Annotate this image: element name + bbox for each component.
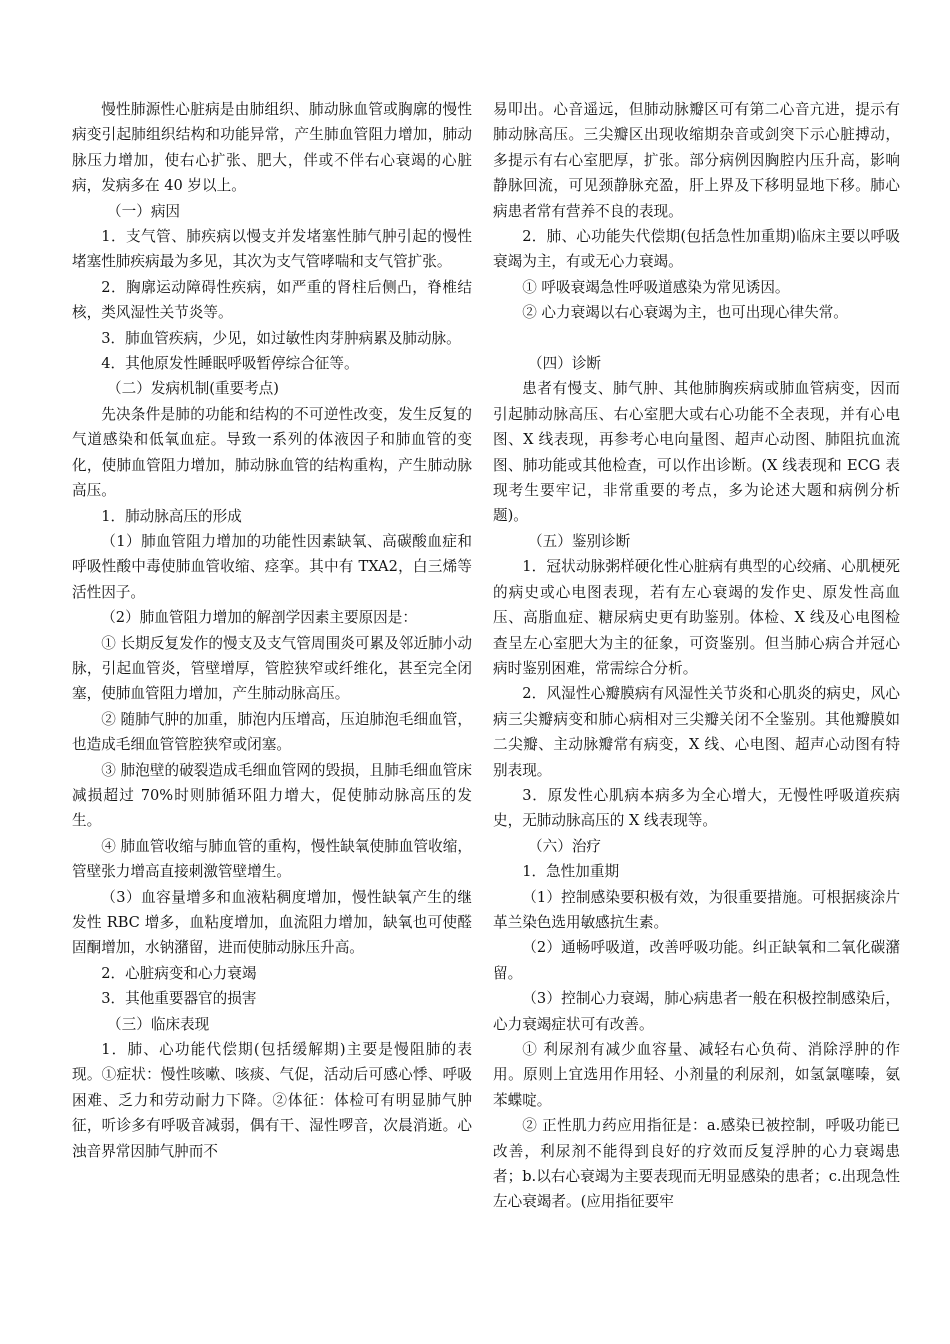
right-paragraph-5 <box>493 326 900 351</box>
right-paragraph-11: 3．原发性心肌病本病多为全心增大，无慢性呼吸道疾病史，无肺动脉高压的 X 线表现等。 <box>493 786 900 830</box>
right-paragraph-3: ① 呼吸衰竭急性呼吸道感染为常见诱因。 <box>522 278 790 296</box>
left-paragraph-7: （二）发病机制(重要考点) <box>107 380 279 398</box>
right-column <box>493 97 900 1215</box>
left-paragraph-5: 3．肺血管疾病，少见，如过敏性肉芽肿病累及肺动脉。 <box>101 329 461 347</box>
right-paragraph-7: 患者有慢支、肺气肿、其他肺胸疾病或肺血管病变，因而引起肺动脉高压、右心室肥大或右心功能不全表现，并有心电图、X 线表现，再参考心电向量图、超声心动图、肺阻抗血流图、肺功能或其他检查，可以作出诊断。(X 线表现和 ECG 表现考生要牢记，非常重要的考点，多为论述大题和病例分析题)。 <box>493 380 900 525</box>
left-paragraph-3: 1．支气管、肺疾病以慢支并发堵塞性肺气肿引起的慢性堵塞性肺疾病最为多见，其次为支气管哮喘和支气管扩张。 <box>72 228 472 271</box>
right-paragraph-2: 2．肺、心功能失代偿期(包括急性加重期)临床主要以呼吸衰竭为主，有或无心力衰竭。 <box>493 228 900 271</box>
left-paragraph-14: ③ 肺泡壁的破裂造成毛细血管网的毁损，且肺毛细血管床减损超过 70%时则肺循环阻力增大，促使肺动脉高压的发生。 <box>72 761 472 830</box>
left-paragraph-6: 4．其他原发性睡眠呼吸暂停综合征等。 <box>101 355 359 373</box>
left-paragraph-20: 1．肺、心功能代偿期(包括缓解期)主要是慢阻肺的表现。①症状：慢性咳嗽、咳痰、气促，活动后可感心悸、呼吸困难、乏力和劳动耐力下降。②体征：体检可有明显肺气肿征，听诊多有呼吸音减弱，偶有干、湿性啰音，次晨消逝。心浊音界常因肺气肿而不 <box>72 1041 472 1160</box>
left-paragraph-2: （一）病因 <box>107 202 181 220</box>
left-paragraph-12: ① 长期反复发作的慢支及支气管周围炎可累及邻近肺小动脉，引起血管炎，管壁增厚，管腔狭窄或纤维化，甚至完全闭塞，使肺血管阻力增加，产生肺动脉高压。 <box>72 634 472 703</box>
left-column <box>72 97 472 1164</box>
right-paragraph-14: （1）控制感染要积极有效，为很重要措施。可根据痰涂片革兰染色选用敏感抗生素。 <box>493 888 900 931</box>
left-paragraph-18: 3．其他重要器官的损害 <box>101 990 257 1008</box>
left-paragraph-16: （3）血容量增多和血液粘稠度增加，慢性缺氧产生的继发性 RBC 增多，血粘度增加，血流阻力增加，缺氧也可使醛固酮增加，水钠潴留，进而使肺动脉压升高。 <box>72 888 472 957</box>
right-paragraph-18: ② 正性肌力药应用指征是：a.感染已被控制，呼吸功能已改善，利尿剂不能得到良好的疗效而反复浮肿的心力衰竭患者；b.以右心衰竭为主要表现而无明显感染的患者；c.出现急性左心衰竭者。(应用指征要牢 <box>493 1117 900 1211</box>
right-paragraph-13: 1．急性加重期 <box>522 863 620 881</box>
right-paragraph-8: （五）鉴别诊断 <box>528 532 631 550</box>
left-paragraph-15: ④ 肺血管收缩与肺血管的重构，慢性缺氧使肺血管收缩，管壁张力增高直接刺激管壁增生。 <box>72 837 472 881</box>
right-paragraph-6: （四）诊断 <box>528 355 602 373</box>
left-paragraph-8: 先决条件是肺的功能和结构的不可逆性改变，发生反复的气道感染和低氧血症。导致一系列的体液因子和肺血管的变化，使肺血管阻力增加，肺动脉血管的结构重构，产生肺动脉高压。 <box>72 405 472 500</box>
right-paragraph-17: ① 利尿剂有减少血容量、减轻右心负荷、消除浮肿的作用。原则上宜选用作用轻、小剂量的利尿剂，如氢氯噻嗪，氨苯蝶啶。 <box>493 1041 900 1109</box>
right-paragraph-4: ② 心力衰竭以右心衰竭为主，也可出现心律失常。 <box>522 304 848 322</box>
left-paragraph-17: 2．心脏病变和心力衰竭 <box>101 964 257 982</box>
left-paragraph-10: （1）肺血管阻力增加的功能性因素缺氧、高碳酸血症和呼吸性酸中毒使肺血管收缩、痉挛。其中有 TXA2，白三烯等活性因子。 <box>72 532 472 601</box>
right-paragraph-15: （2）通畅呼吸道，改善呼吸功能。纠正缺氧和二氧化碳潴留。 <box>493 939 900 982</box>
left-paragraph-11: （2）肺血管阻力增加的解剖学因素主要原因是： <box>101 609 417 627</box>
left-paragraph-4: 2．胸廓运动障碍性疾病，如严重的肾柱后侧凸，脊椎结核，类风湿性关节炎等。 <box>72 278 472 322</box>
left-paragraph-1: 慢性肺源性心脏病是由肺组织、肺动脉血管或胸廓的慢性病变引起肺组织结构和功能异常，产生肺血管阻力增加，肺动脉压力增加，使右心扩张、肥大，伴或不伴右心衰竭的心脏病，发病多在 40 岁以上。 <box>72 101 472 195</box>
left-paragraph-19: （三）临床表现 <box>107 1015 210 1033</box>
right-paragraph-10: 2．风湿性心瓣膜病有风湿性关节炎和心肌炎的病史，风心病三尖瓣病变和肺心病相对三尖瓣关闭不全鉴别。其他瓣膜如二尖瓣、主动脉瓣常有病变，X 线、心电图、超声心动图有特别表现。 <box>493 685 900 779</box>
right-paragraph-12: （六）治疗 <box>528 837 602 855</box>
left-paragraph-13: ② 随肺气肿的加重，肺泡内压增高，压迫肺泡毛细血管，也造成毛细血管管腔狭窄或闭塞。 <box>72 710 472 754</box>
right-paragraph-16: （3）控制心力衰竭，肺心病患者一般在积极控制感染后，心力衰竭症状可有改善。 <box>493 990 900 1033</box>
left-paragraph-9: 1．肺动脉高压的形成 <box>101 507 242 525</box>
right-paragraph-9: 1．冠状动脉粥样硬化性心脏病有典型的心绞痛、心肌梗死的病史或心电图表现，若有左心衰竭的发作史、原发性高血压、高脂血症、糖尿病史更有助鉴别。体检、X 线及心电图检查呈左心室肥大为主的征象，可资鉴别。但当肺心病合并冠心病时鉴别困难，常需综合分析。 <box>493 558 900 677</box>
right-paragraph-1: 易叩出。心音遥远，但肺动脉瓣区可有第二心音亢进，提示有肺动脉高压。三尖瓣区出现收缩期杂音或剑突下示心脏搏动，多提示有右心室肥厚，扩张。部分病例因胸腔内压升高，影响静脉回流，可见颈静脉充盈，肝上界及下移明显地下移。肺心病患者常有营养不良的表现。 <box>493 101 900 220</box>
